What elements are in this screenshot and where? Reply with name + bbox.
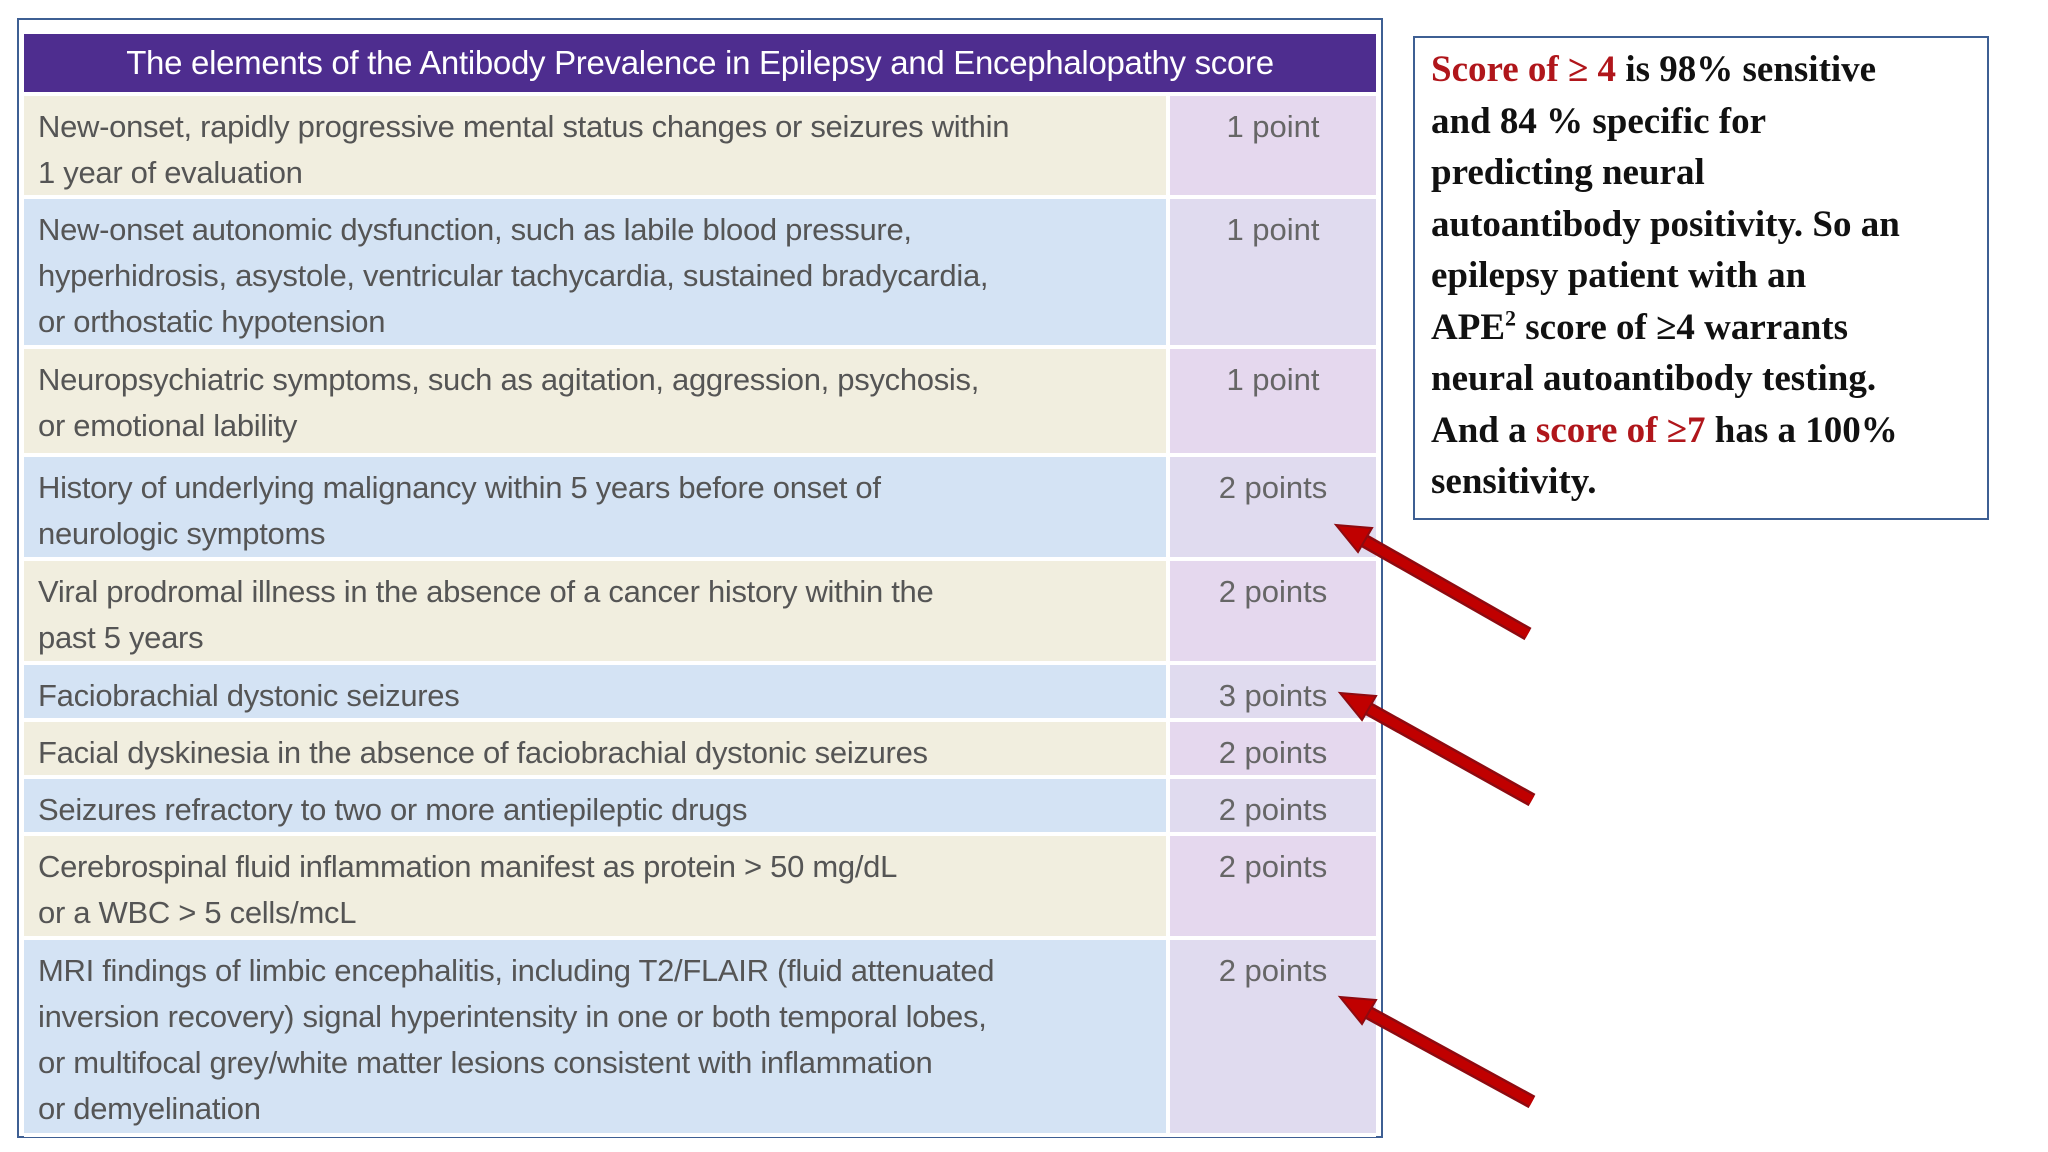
criterion-points: 1 point — [1170, 96, 1376, 195]
criterion-points: 2 points — [1170, 722, 1376, 775]
criterion-description — [24, 940, 1166, 1133]
criterion-line: New-onset, rapidly progressive mental status changes or seizures within — [38, 109, 1010, 144]
note-line: neural autoantibody testing. — [1431, 358, 1877, 399]
criterion-points: 2 points — [1170, 940, 1376, 1133]
note-line: sensitivity. — [1431, 461, 1597, 502]
criterion-points: 1 point — [1170, 349, 1376, 453]
criterion-line: Viral prodromal illness in the absence of a cancer history within the — [38, 574, 934, 609]
table-row — [24, 457, 1376, 561]
criterion-points: 1 point — [1170, 199, 1376, 345]
criterion-points: 2 points — [1170, 836, 1376, 936]
criterion-description — [24, 349, 1166, 453]
table-title: The elements of the Antibody Prevalence in Epilepsy and Encephalopathy score — [24, 34, 1376, 92]
table-row — [24, 199, 1376, 349]
criterion-line: or emotional lability — [38, 408, 298, 443]
note-line — [1431, 44, 1973, 96]
criterion-line: Facial dyskinesia in the absence of faciobrachial dystonic seizures — [38, 735, 928, 770]
criterion-line: inversion recovery) signal hyperintensity in one or both temporal lobes, — [38, 999, 987, 1034]
table-row — [24, 349, 1376, 457]
criterion-line: Neuropsychiatric symptoms, such as agitation, aggression, psychosis, — [38, 362, 980, 397]
annotation-box — [1413, 36, 1989, 520]
table-row — [24, 779, 1376, 836]
note-line: and 84 % specific for — [1431, 100, 1767, 142]
note-line: epilepsy patient with an — [1431, 255, 1807, 296]
criterion-line: or demyelination — [38, 1091, 261, 1126]
note-text: APE — [1431, 306, 1505, 348]
note-text: And a — [1431, 409, 1536, 451]
criterion-description — [24, 457, 1166, 557]
table-row — [24, 665, 1376, 722]
criterion-line: past 5 years — [38, 620, 204, 655]
note-line — [1431, 405, 1973, 457]
note-line: predicting neural — [1431, 152, 1705, 193]
criterion-line: or multifocal grey/white matter lesions consistent with inflammation — [38, 1045, 933, 1080]
criterion-points: 2 points — [1170, 561, 1376, 661]
criterion-description — [24, 665, 1166, 718]
criterion-points: 2 points — [1170, 779, 1376, 832]
criterion-line: MRI findings of limbic encephalitis, including T2/FLAIR (fluid attenuated — [38, 953, 995, 988]
criterion-line: Seizures refractory to two or more antiepileptic drugs — [38, 792, 748, 827]
criterion-line: New-onset autonomic dysfunction, such as labile blood pressure, — [38, 212, 912, 247]
criterion-line: or orthostatic hypotension — [38, 304, 386, 339]
criterion-line: or a WBC > 5 cells/mcL — [38, 895, 357, 930]
score-table — [17, 18, 1383, 1138]
note-text: score of ≥4 warrants — [1516, 306, 1848, 348]
note-line — [1431, 302, 1973, 354]
criterion-points: 3 points — [1170, 665, 1376, 718]
table-row — [24, 940, 1376, 1137]
criterion-description — [24, 836, 1166, 936]
table-row — [24, 722, 1376, 779]
note-text: is 98% sensitive — [1616, 49, 1877, 90]
table-row — [24, 561, 1376, 665]
note-text: has a 100% — [1705, 409, 1898, 451]
criterion-description — [24, 96, 1166, 195]
criterion-line: 1 year of evaluation — [38, 155, 303, 190]
criterion-points: 2 points — [1170, 457, 1376, 557]
table-row — [24, 836, 1376, 940]
superscript: 2 — [1505, 305, 1516, 331]
criterion-description — [24, 199, 1166, 345]
criterion-description — [24, 561, 1166, 661]
criterion-description — [24, 779, 1166, 832]
criterion-line: Cerebrospinal fluid inflammation manifest as protein > 50 mg/dL — [38, 849, 898, 884]
highlight-text: score of ≥7 — [1535, 409, 1706, 451]
highlight-text: Score of ≥ 4 — [1431, 49, 1617, 90]
criterion-line: Faciobrachial dystonic seizures — [38, 678, 460, 713]
criterion-line: History of underlying malignancy within 5 years before onset of — [38, 470, 881, 505]
note-line: autoantibody positivity. So an — [1431, 203, 1900, 245]
criterion-line: neurologic symptoms — [38, 516, 326, 551]
table-row — [24, 96, 1376, 199]
criterion-line: hyperhidrosis, asystole, ventricular tachycardia, sustained bradycardia, — [38, 258, 989, 293]
criterion-description — [24, 722, 1166, 775]
